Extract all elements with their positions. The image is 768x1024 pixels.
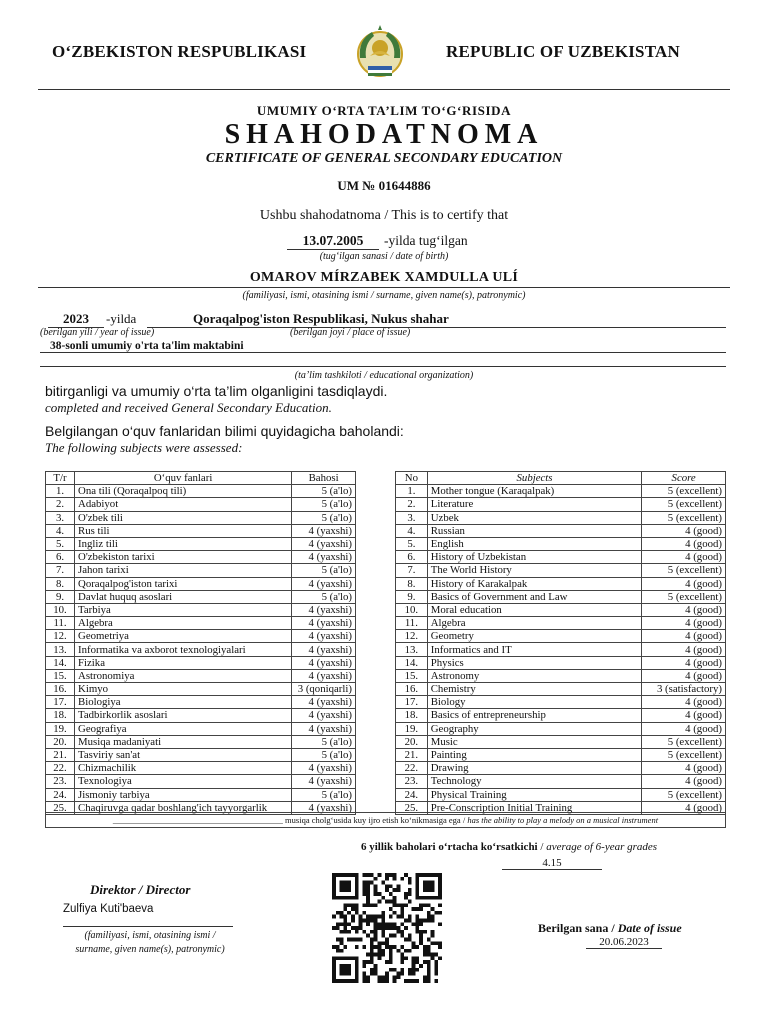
cell-score: 4 (yaxshi) [292, 630, 356, 643]
header-divider [38, 89, 730, 90]
cell-subject: Chaqiruvga qadar boshlang'ich tayyorgarlik [75, 801, 292, 814]
cell-score: 4 (yaxshi) [292, 762, 356, 775]
cell-score: 4 (yaxshi) [292, 775, 356, 788]
cell-score: 4 (yaxshi) [292, 551, 356, 564]
cell-subject: Informatika va axborot texnologiyalari [75, 643, 292, 656]
cell-score: 4 (yaxshi) [292, 722, 356, 735]
cell-score: 5 (excellent) [642, 498, 726, 511]
cell-subject: Kimyo [75, 683, 292, 696]
cell-score: 5 (a'lo) [292, 788, 356, 801]
cell-score: 5 (excellent) [642, 590, 726, 603]
cell-subject: Physics [427, 656, 642, 669]
table-row [396, 709, 726, 722]
table-header-row [46, 472, 356, 485]
table-row [396, 537, 726, 550]
cell-subject: History of Karakalpak [427, 577, 642, 590]
table-row [46, 485, 356, 498]
cell-no: 20. [396, 735, 428, 748]
table-row [46, 735, 356, 748]
table-row [46, 643, 356, 656]
state-emblem-icon [350, 22, 410, 82]
cell-subject: Mother tongue (Karaqalpak) [427, 485, 642, 498]
table-row [396, 735, 726, 748]
cell-score: 5 (a'lo) [292, 485, 356, 498]
cell-no: 20. [46, 735, 75, 748]
cell-no: 7. [396, 564, 428, 577]
cell-no: 18. [46, 709, 75, 722]
cell-score: 5 (excellent) [642, 748, 726, 761]
cell-score: 4 (good) [642, 669, 726, 682]
issue-date-title-en: Date of issue [617, 921, 682, 935]
column-header-subject: Subjects [427, 472, 642, 485]
cell-no: 17. [46, 696, 75, 709]
cell-subject: Uzbek [427, 511, 642, 524]
cell-subject: Chizmachilik [75, 762, 292, 775]
cell-score: 4 (yaxshi) [292, 524, 356, 537]
table-row [396, 511, 726, 524]
cell-score: 5 (excellent) [642, 511, 726, 524]
cell-no: 22. [46, 762, 75, 775]
cell-score: 5 (a'lo) [292, 735, 356, 748]
cell-score: 4 (good) [642, 775, 726, 788]
table-row [396, 617, 726, 630]
cell-score: 4 (yaxshi) [292, 603, 356, 616]
cell-no: 23. [46, 775, 75, 788]
table-row [396, 775, 726, 788]
birth-date-caption: (tug‘ilgan sanasi / date of birth) [319, 251, 449, 262]
cell-score: 4 (yaxshi) [292, 801, 356, 814]
table-row [396, 656, 726, 669]
student-name: OMAROV MÍRZABEK XAMDULLA ULÍ [249, 270, 519, 285]
certificate-title: SHAHODATNOMA [224, 119, 544, 150]
table-row [46, 656, 356, 669]
cell-subject: Tasviriy san'at [75, 748, 292, 761]
cell-no: 3. [46, 511, 75, 524]
certificate-title-en: CERTIFICATE OF GENERAL SECONDARY EDUCATION [205, 151, 563, 166]
cell-subject: Tadbirkorlik asoslari [75, 709, 292, 722]
cell-no: 1. [46, 485, 75, 498]
certificate-subtitle-uz: UMUMIY O‘RTA TA’LIM TO‘G‘RISIDA [256, 103, 512, 118]
cell-subject: Astronomy [427, 669, 642, 682]
cell-no: 3. [396, 511, 428, 524]
cell-subject: Qoraqalpog'iston tarixi [75, 577, 292, 590]
cell-no: 9. [396, 590, 428, 603]
cell-subject: Ingliz tili [75, 537, 292, 550]
table-row [396, 762, 726, 775]
cell-score: 4 (good) [642, 524, 726, 537]
cell-no: 19. [46, 722, 75, 735]
table-row [46, 722, 356, 735]
cell-no: 9. [46, 590, 75, 603]
director-caption-uz: (familiyasi, ismi, otasining ismi / [84, 930, 216, 941]
cell-score: 4 (yaxshi) [292, 709, 356, 722]
cell-no: 4. [396, 524, 428, 537]
cell-no: 5. [46, 537, 75, 550]
cell-subject: Russian [427, 524, 642, 537]
issue-year-suffix: -yilda [106, 311, 137, 326]
cell-subject: Jahon tarixi [75, 564, 292, 577]
cell-no: 4. [46, 524, 75, 537]
issue-place: Qoraqalpog'iston Respublikasi, Nukus shahar [147, 311, 726, 328]
average-grade-label [361, 841, 657, 853]
cell-no: 2. [396, 498, 428, 511]
cell-no: 5. [396, 537, 428, 550]
cell-no: 6. [396, 551, 428, 564]
completed-text-uz: bitirganligi va umumiy o‘rta ta’lim olganligini tasdiqlaydi. [45, 383, 388, 399]
cell-score: 4 (yaxshi) [292, 643, 356, 656]
cell-score: 4 (good) [642, 656, 726, 669]
cell-subject: Geometry [427, 630, 642, 643]
header-country-uz: O‘ZBEKISTON RESPUBLIKASI [52, 42, 307, 61]
table-row [46, 696, 356, 709]
school-name: 38-sonli umumiy o'rta ta'lim maktabini [40, 340, 726, 353]
cell-no: 6. [46, 551, 75, 564]
average-grade-value: 4.15 [502, 857, 602, 870]
cell-score: 4 (good) [642, 577, 726, 590]
cell-subject: Tarbiya [75, 603, 292, 616]
cell-subject: Fizika [75, 656, 292, 669]
issue-year: 2023 [48, 311, 104, 328]
issue-place-caption: (berilgan joyi / place of issue) [290, 327, 411, 338]
table-row [46, 788, 356, 801]
director-caption-en: surname, given name(s), patronymic) [75, 944, 225, 955]
average-label-uz: 6 yillik baholari o‘rtacha ko‘rsatkichi [361, 841, 538, 853]
cell-score: 4 (yaxshi) [292, 656, 356, 669]
table-row [396, 551, 726, 564]
music-note-blank: ________________________________________ [112, 815, 283, 825]
cell-subject: Biologiya [75, 696, 292, 709]
table-row [46, 762, 356, 775]
cell-subject: English [427, 537, 642, 550]
cell-no: 12. [396, 630, 428, 643]
cell-no: 16. [46, 683, 75, 696]
average-label-separator: / [540, 841, 547, 853]
completed-text-en: completed and received General Secondary Education. [45, 400, 332, 415]
table-row [396, 564, 726, 577]
table-row [396, 788, 726, 801]
cell-score: 4 (good) [642, 801, 726, 814]
certify-text [0, 208, 768, 224]
birth-date-suffix: -yilda tug‘ilgan [384, 233, 468, 248]
table-row [396, 748, 726, 761]
assessed-text-en: The following subjects were assessed: [45, 440, 243, 455]
certificate-serial-number: UM № 01644886 [337, 178, 431, 193]
table-row [396, 643, 726, 656]
director-name: Zulfiya Kuti'baeva [63, 903, 154, 915]
cell-subject: Informatics and IT [427, 643, 642, 656]
cell-subject: Jismoniy tarbiya [75, 788, 292, 801]
table-row [46, 709, 356, 722]
cell-no: 12. [46, 630, 75, 643]
cell-subject: Astronomiya [75, 669, 292, 682]
table-row [396, 485, 726, 498]
table-row [46, 564, 356, 577]
cell-score: 4 (yaxshi) [292, 696, 356, 709]
cell-no: 15. [46, 669, 75, 682]
music-ability-note [45, 812, 726, 828]
table-row [46, 498, 356, 511]
cell-score: 4 (yaxshi) [292, 617, 356, 630]
cell-no: 7. [46, 564, 75, 577]
cell-no: 18. [396, 709, 428, 722]
cell-score: 4 (yaxshi) [292, 577, 356, 590]
cell-subject: Geometriya [75, 630, 292, 643]
issue-year-caption: (berilgan yili / year of issue) [40, 327, 155, 338]
cell-subject: Physical Training [427, 788, 642, 801]
director-caption [40, 929, 260, 957]
cell-score: 4 (good) [642, 630, 726, 643]
cell-score: 5 (a'lo) [292, 498, 356, 511]
cell-score: 4 (yaxshi) [292, 669, 356, 682]
header-country-en: REPUBLIC OF UZBEKISTAN [446, 42, 680, 61]
cell-score: 4 (good) [642, 762, 726, 775]
cell-subject: Drawing [427, 762, 642, 775]
cell-subject: Basics of entrepreneurship [427, 709, 642, 722]
table-row [396, 590, 726, 603]
cell-score: 4 (good) [642, 709, 726, 722]
cell-subject: Chemistry [427, 683, 642, 696]
qr-code [332, 873, 442, 983]
cell-score: 5 (excellent) [642, 485, 726, 498]
cell-no: 21. [396, 748, 428, 761]
cell-score: 5 (a'lo) [292, 590, 356, 603]
table-row [396, 683, 726, 696]
cell-no: 11. [396, 617, 428, 630]
cell-score: 4 (good) [642, 617, 726, 630]
cell-subject: Geografiya [75, 722, 292, 735]
cell-no: 25. [396, 801, 428, 814]
school-caption: (ta’lim tashkiloti / educational organization) [294, 370, 474, 381]
average-label-en: average of 6-year grades [546, 841, 658, 853]
cell-no: 11. [46, 617, 75, 630]
cell-no: 15. [396, 669, 428, 682]
column-header-score: Score [642, 472, 726, 485]
cell-subject: Rus tili [75, 524, 292, 537]
cell-score: 3 (qoniqarli) [292, 683, 356, 696]
cell-subject: Davlat huquq asoslari [75, 590, 292, 603]
table-row [396, 722, 726, 735]
cell-no: 10. [396, 603, 428, 616]
cell-subject: Geography [427, 722, 642, 735]
music-note-uz: musiqa cholg‘usida kuy ijro etish ko‘nikmasiga ega [285, 815, 461, 825]
director-signature-line [63, 926, 233, 927]
cell-subject: Music [427, 735, 642, 748]
table-row [46, 524, 356, 537]
cell-no: 16. [396, 683, 428, 696]
table-row [46, 683, 356, 696]
cell-subject: Moral education [427, 603, 642, 616]
column-header-no: No [396, 472, 428, 485]
music-note-en: has the ability to play a melody on a musical instrument [467, 815, 659, 825]
cell-score: 4 (good) [642, 696, 726, 709]
cell-no: 17. [396, 696, 428, 709]
cell-no: 14. [396, 656, 428, 669]
director-title-separator: / [138, 882, 146, 897]
table-row [396, 524, 726, 537]
table-row [46, 590, 356, 603]
cell-score: 4 (yaxshi) [292, 537, 356, 550]
table-row [46, 630, 356, 643]
director-title [90, 882, 190, 898]
school-underline [40, 366, 726, 367]
assessed-text-uz: Belgilangan o‘quv fanlaridan bilimi quyidagicha baholandi: [45, 423, 404, 439]
cell-no: 13. [396, 643, 428, 656]
issue-date-title-uz: Berilgan sana [538, 921, 609, 935]
table-row [46, 617, 356, 630]
cell-subject: The World History [427, 564, 642, 577]
student-name-caption: (familiyasi, ismi, otasining ismi / surname, given name(s), patronymic) [242, 290, 526, 301]
director-title-en: Director [145, 882, 191, 897]
cell-no: 24. [46, 788, 75, 801]
cell-subject: Pre-Conscription Initial Training [427, 801, 642, 814]
director-title-uz: Direktor [90, 882, 136, 897]
cell-no: 1. [396, 485, 428, 498]
cell-subject: Ona tili (Qoraqalpoq tili) [75, 485, 292, 498]
cell-score: 4 (good) [642, 722, 726, 735]
table-row [46, 577, 356, 590]
table-row [46, 551, 356, 564]
cell-no: 23. [396, 775, 428, 788]
cell-no: 14. [46, 656, 75, 669]
cell-no: 10. [46, 603, 75, 616]
table-row [46, 603, 356, 616]
cell-subject: History of Uzbekistan [427, 551, 642, 564]
table-row [46, 775, 356, 788]
grades-table-uz [45, 471, 356, 815]
birth-date: 13.07.2005 [287, 233, 379, 250]
cell-subject: Painting [427, 748, 642, 761]
table-row [396, 603, 726, 616]
table-row [46, 748, 356, 761]
cell-no: 8. [46, 577, 75, 590]
cell-no: 22. [396, 762, 428, 775]
column-header-subject: O‘quv fanlari [75, 472, 292, 485]
table-row [396, 577, 726, 590]
table-row [396, 630, 726, 643]
column-header-no: T/r [46, 472, 75, 485]
cell-subject: Musiqa madaniyati [75, 735, 292, 748]
grades-table-en [395, 471, 726, 815]
cell-subject: Adabiyot [75, 498, 292, 511]
cell-score: 4 (good) [642, 643, 726, 656]
cell-subject: Algebra [75, 617, 292, 630]
table-row [46, 537, 356, 550]
cell-no: 24. [396, 788, 428, 801]
cell-subject: Literature [427, 498, 642, 511]
cell-subject: Algebra [427, 617, 642, 630]
name-underline [38, 287, 730, 288]
table-row [396, 696, 726, 709]
issue-date-title [538, 921, 682, 936]
cell-no: 21. [46, 748, 75, 761]
table-row [46, 669, 356, 682]
cell-score: 4 (good) [642, 537, 726, 550]
cell-no: 19. [396, 722, 428, 735]
table-row [46, 511, 356, 524]
cell-score: 5 (a'lo) [292, 564, 356, 577]
cell-subject: O'zbekiston tarixi [75, 551, 292, 564]
cell-score: 3 (satisfactory) [642, 683, 726, 696]
cell-score: 5 (excellent) [642, 564, 726, 577]
cell-no: 8. [396, 577, 428, 590]
cell-subject: Technology [427, 775, 642, 788]
issue-date-value: 20.06.2023 [586, 936, 662, 949]
certify-line: Ushbu shahodatnoma / This is to certify that [259, 208, 509, 223]
cell-score: 5 (a'lo) [292, 748, 356, 761]
issue-date-separator: / [611, 921, 618, 935]
cell-no: 2. [46, 498, 75, 511]
cell-subject: Biology [427, 696, 642, 709]
cell-subject: Texnologiya [75, 775, 292, 788]
cell-score: 5 (a'lo) [292, 511, 356, 524]
table-row [396, 669, 726, 682]
cell-subject: O'zbek tili [75, 511, 292, 524]
cell-score: 4 (good) [642, 603, 726, 616]
cell-score: 5 (excellent) [642, 735, 726, 748]
cell-subject: Basics of Government and Law [427, 590, 642, 603]
cell-score: 4 (good) [642, 551, 726, 564]
cell-no: 25. [46, 801, 75, 814]
cell-no: 13. [46, 643, 75, 656]
cell-score: 5 (excellent) [642, 788, 726, 801]
music-note-separator: / [462, 815, 468, 825]
table-header-row [396, 472, 726, 485]
table-row [396, 498, 726, 511]
column-header-score: Bahosi [292, 472, 356, 485]
